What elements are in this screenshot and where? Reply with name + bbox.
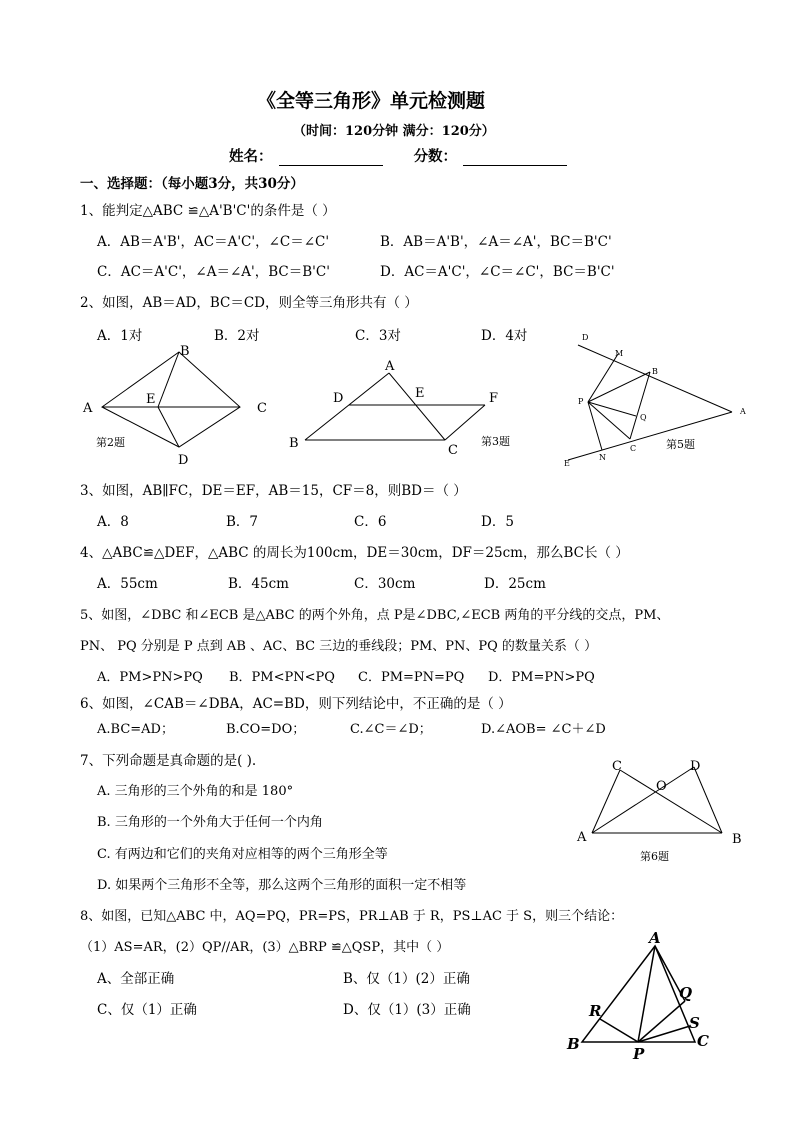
fig2-label-a: A (83, 401, 93, 416)
q6-option-b: B.CO=DO； (226, 722, 306, 737)
fig6-label-c: C (612, 759, 622, 774)
figure-6 (572, 755, 752, 865)
figure-8 (565, 928, 730, 1063)
fig6-caption: 第6题 (640, 850, 669, 863)
exam-info: （时间：120分钟 满分：120分） (293, 124, 495, 139)
q5-option-c: C．PM=PN=PQ (358, 670, 465, 685)
q3-option-c: C．6 (354, 514, 387, 530)
fig8-label-s: S (689, 1014, 700, 1032)
q7-option-b: B. 三角形的一个外角大于任何一个内角 (97, 815, 323, 830)
fig5-label-q: Q (640, 413, 647, 422)
q3-option-a: A．8 (97, 514, 129, 530)
fig8-label-a: A (649, 929, 661, 947)
fig8-label-q: Q (679, 984, 693, 1002)
q8-option-a: A、全部正确 (97, 971, 175, 987)
fig3-label-f: F (489, 391, 499, 406)
q7-stem: 7、下列命题是真命题的是( ). (80, 753, 257, 769)
fig3-label-e: E (415, 386, 425, 401)
q2-option-a: A．1对 (97, 328, 143, 344)
q1-option-a: A．AB＝A'B'，AC＝A'C'，∠C＝∠C' (97, 234, 330, 250)
fig6-label-o: O (656, 779, 667, 794)
q3-option-b: B．7 (226, 514, 259, 530)
fig5-label-n: N (599, 453, 606, 462)
q6-option-a: A.BC=AD； (97, 722, 174, 737)
fig6-label-d: D (690, 759, 701, 774)
q7-option-a: A. 三角形的三个外角的和是 180° (97, 784, 294, 799)
fig5-label-d: D (582, 333, 589, 342)
q1-option-c: C．AC＝A'C'，∠A＝∠A'，BC＝B'C' (97, 264, 330, 280)
fig8-label-b: B (567, 1035, 580, 1053)
q2-option-b: B．2对 (214, 328, 260, 344)
score-blank[interactable] (463, 151, 567, 166)
q4-stem: 4、△ABC≌△DEF，△ABC 的周长为100cm，DE＝30cm，DF＝25cm，那么BC长（ ） (80, 545, 629, 561)
fig2-label-b: B (180, 344, 190, 359)
page-title: 《全等三角形》单元检测题 (257, 90, 486, 112)
fig5-label-c: C (630, 444, 637, 453)
fig2-label-e: E (146, 392, 156, 407)
name-field (229, 145, 567, 166)
q8-option-b: B、仅（1）(2）正确 (343, 971, 470, 987)
q2-option-d: D．4对 (481, 328, 528, 344)
q5-option-d: D．PM=PN>PQ (488, 670, 595, 685)
q1-stem: 1、能判定△ABC ≌△A'B'C'的条件是（ ） (80, 203, 336, 219)
fig6-label-b: B (732, 832, 742, 847)
fig8-label-c: C (697, 1032, 709, 1050)
q8-option-d: D、仅（1）(3）正确 (343, 1002, 471, 1018)
q6-option-c: C.∠C＝∠D； (350, 722, 432, 737)
fig3-caption: 第3题 (481, 435, 510, 448)
fig8-label-p: P (633, 1045, 645, 1063)
q5-option-a: A．PM>PN>PQ (97, 670, 203, 685)
q6-stem: 6、如图，∠CAB＝∠DBA，AC=BD，则下列结论中，不正确的是（ ） (80, 696, 512, 712)
name-label: 姓名： (229, 148, 273, 165)
q8-option-c: C、仅（1）正确 (97, 1002, 197, 1018)
figure-2 (80, 340, 280, 470)
fig3-label-d: D (333, 391, 344, 406)
fig5-label-b: B (652, 367, 658, 376)
fig2-label-d: D (178, 453, 189, 468)
q3-option-d: D．5 (481, 514, 514, 530)
q2-stem: 2、如图，AB＝AD，BC＝CD，则全等三角形共有（ ） (80, 295, 418, 311)
fig5-label-e: E (564, 459, 570, 468)
score-label: 分数： (413, 148, 458, 165)
fig2-caption: 第2题 (96, 436, 125, 449)
fig5-label-p: P (578, 397, 584, 406)
q5-option-b: B．PM<PN<PQ (229, 670, 335, 685)
q3-stem: 3、如图，AB∥FC，DE＝EF，AB＝15，CF＝8，则BD＝（ ） (80, 483, 467, 499)
q4-option-a: A．55cm (97, 576, 158, 592)
q7-option-d: D. 如果两个三角形不全等，那么这两个三角形的面积一定不相等 (97, 878, 467, 893)
fig6-label-a: A (577, 830, 587, 845)
figure-5 (560, 328, 755, 468)
q1-option-b: B．AB＝A'B'，∠A＝∠A'，BC＝B'C' (380, 234, 612, 250)
fig5-label-a: A (740, 407, 746, 416)
fig2-label-c: C (257, 401, 267, 416)
fig5-caption: 第5题 (666, 438, 695, 451)
fig8-label-r: R (589, 1002, 602, 1020)
section-heading: 一、选择题：（每小题3分，共30分） (80, 176, 304, 192)
q5-stem-line2: PN、 PQ 分别是 P 点到 AB 、AC、BC 三边的垂线段；PM、PN、PQ 的数量关系（ ） (80, 639, 598, 654)
q4-option-c: C．30cm (354, 576, 416, 592)
figure-3 (285, 355, 525, 465)
fig3-label-c: C (448, 443, 458, 458)
q6-option-d: D.∠AOB= ∠C＋∠D (481, 722, 606, 737)
q8-stem-line1: 8、如图，已知△ABC 中，AQ=PQ，PR=PS，PR⊥AB 于 R，PS⊥AC 于 S，则三个结论： (80, 909, 624, 924)
q1-option-d: D．AC＝A'C'，∠C＝∠C'，BC＝B'C' (380, 264, 615, 280)
fig3-label-b: B (289, 436, 299, 451)
q8-stem-line2: （1）AS=AR，(2）QP//AR，(3）△BRP ≌△QSP，其中（ ） (80, 940, 450, 955)
q7-option-c: C. 有两边和它们的夹角对应相等的两个三角形全等 (97, 847, 388, 862)
name-blank[interactable] (279, 151, 383, 166)
q2-option-c: C．3对 (355, 328, 401, 344)
fig5-label-m: M (615, 349, 624, 358)
q4-option-d: D．25cm (484, 576, 546, 592)
q4-option-b: B．45cm (228, 576, 289, 592)
fig3-label-a: A (385, 359, 395, 374)
q5-stem-line1: 5、如图，∠DBC 和∠ECB 是△ABC 的两个外角，点 P是∠DBC,∠ECB 两角的平分线的交点，PM、 (80, 608, 670, 623)
